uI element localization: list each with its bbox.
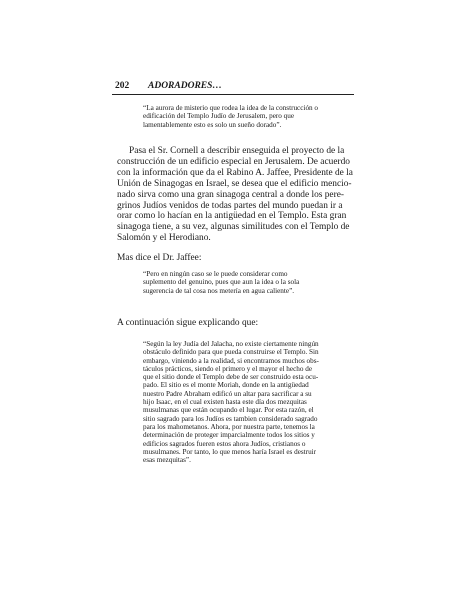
paragraph-continuation: [117, 318, 351, 329]
quote-line: musulmanes. Por tanto, lo que menos haría Israel es destruir: [143, 447, 317, 456]
quote-line: edificios sagrados fueren estos ahora Judíos, cristianos o: [143, 439, 306, 448]
quote-line: determinación de proteger imparcialmente todos los sitios y: [143, 431, 315, 440]
quote-line: suplemento del genuino, pues que aun la idea o la sola: [143, 278, 300, 287]
quote-line: embargo, viniendo a la realidad, si encontramos muchos obs-: [143, 356, 319, 365]
paragraph-line: con la información que da el Rabino A. Jaffee, Presidente de la: [117, 167, 353, 178]
paragraph-line: grinos Judíos venidos de todas partes del mundo puedan ir a: [117, 200, 343, 211]
quote-line: edificación del Templo Judío de Jerusalem, pero que: [143, 112, 295, 121]
block-quote-aurora: [143, 104, 335, 129]
quote-line: táculos prácticos, siendo el primero y el mayor el hecho de: [143, 364, 313, 373]
paragraph-line: Salomón y el Herodiano.: [117, 233, 211, 244]
quote-line: sitio sagrado para los Judíos es tambien considerado sagrado: [143, 414, 318, 423]
paragraph-line: A continuación sigue explicando que:: [117, 318, 259, 328]
quote-line: “Pero en ningún caso se le puede considerar como: [143, 270, 288, 278]
running-title: ADORADORES…: [148, 81, 222, 91]
paragraph-jaffee-intro: [117, 253, 351, 264]
paragraph-line: sinagoga tiene, a su vez, algunas similitudes con el Templo de: [117, 222, 350, 233]
running-header: [112, 80, 354, 94]
paragraph-line: construcción de un edificio especial en Jerusalem. De acuerdo: [117, 156, 350, 167]
quote-line: musulmanas que están ocupando el lugar. Por esta razón, el: [143, 406, 314, 415]
paragraph-line: Mas dice el Dr. Jaffee:: [117, 253, 202, 263]
quote-line: que el sitio donde el Templo debe de ser construido esta ocu-: [143, 373, 319, 382]
paragraph-line: orar como lo hacían en la antigüedad en el Templo. Esta gran: [117, 211, 347, 222]
quote-line: nuestro Padre Abraham edificó un altar para sacrificar a su: [143, 389, 312, 398]
quote-line: esas mezquitas”.: [143, 456, 191, 465]
page-number: 202: [115, 81, 130, 91]
block-quote-jaffee: [143, 270, 336, 295]
quote-line: lamentablemente esto es solo un sueño dorado”.: [143, 120, 282, 129]
block-quote-jalacha: [143, 340, 336, 464]
paragraph-line: Unión de Sinagogas en Israel, se desea que el edificio mencio-: [117, 178, 352, 189]
quote-line: “Según la ley Judía del Jalacha, no existe ciertamente ningún: [143, 340, 319, 348]
quote-line: pado. El sitio es el monte Moriah, donde en la antigüedad: [143, 381, 309, 390]
paragraph-line: Pasa el Sr. Cornell a describir enseguida el proyecto de la: [129, 146, 345, 156]
quote-line: sugerencia de tal cosa nos metería en agua caliente”.: [143, 286, 295, 295]
quote-line: “La aurora de misterio que rodea la idea de la construcción o: [143, 104, 319, 112]
paragraph-line: nado sirva como una gran sinagoga central a donde los pere-: [117, 189, 345, 200]
quote-line: para los mahometanos. Ahora, por nuestra parte, tenemos la: [143, 422, 315, 431]
quote-line: hijo Isaac, en el cual existen hasta este día dos mezquitas: [143, 398, 307, 407]
paragraph-cornell: [117, 146, 351, 244]
quote-line: obstáculo definido para que pueda construirse el Templo. Sin: [143, 348, 319, 357]
header-rule: [112, 94, 354, 95]
